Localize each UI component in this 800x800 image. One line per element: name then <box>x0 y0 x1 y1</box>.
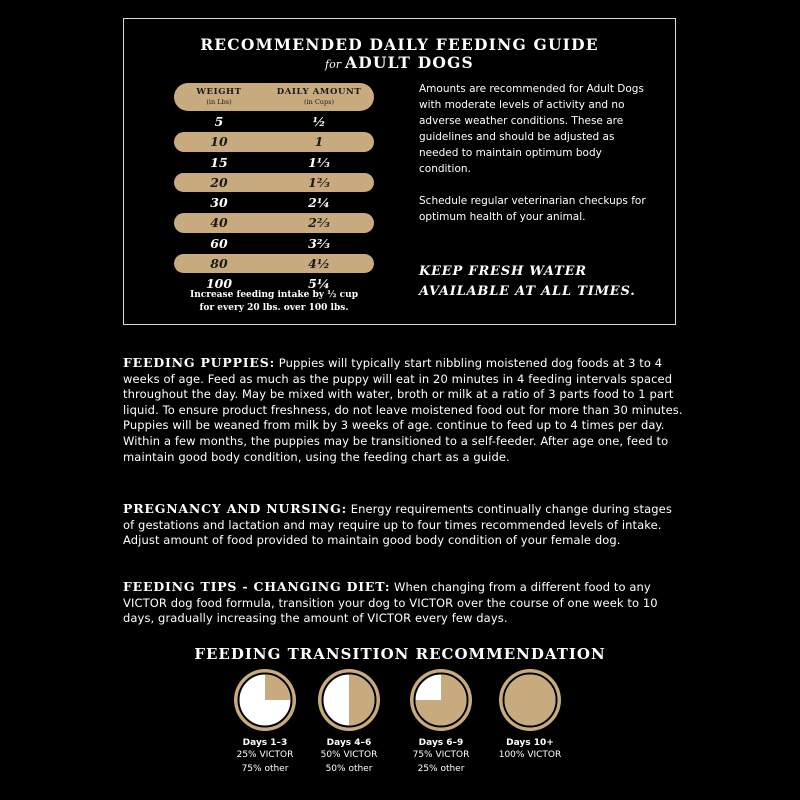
fresh-water-callout <box>419 262 659 302</box>
feeding-puppies-text: Puppies will typically start nibbling moistened dog foods at 3 to 4 weeks of age. Feed as much as the puppy will eat in 20 minutes in 4 feeding intervals spaced throughout the day. May be mixed with water, broth or milk at a ratio of 3 parts food to 1 part liquid. To ensure product freshness, do not leave moistened food out for more than 30 minutes. Puppies will be weaned from milk by 3 weeks of age. continue to feed up to 4 times per day. Within a few months, the puppies may be transitioned to a self-feeder. After age one, feed to maintain good body condition, using the feeding chart as a guide. <box>123 356 683 464</box>
stage-days: Days 10+ <box>506 738 554 748</box>
weight-cell: 40 <box>210 215 228 231</box>
feeding-tips-heading: FEEDING TIPS - CHANGING DIET: <box>123 579 391 594</box>
weight-cell: 5 <box>214 113 224 129</box>
amount-column-header <box>264 87 374 107</box>
stage-days: Days 6–9 <box>418 738 464 748</box>
transition-stage <box>220 667 310 776</box>
table-row <box>174 233 374 253</box>
amount-cell: 1⅔ <box>308 174 330 190</box>
weight-header-label: WEIGHT <box>196 87 242 97</box>
weight-cell: 80 <box>210 255 228 271</box>
transition-stage <box>396 667 486 776</box>
transition-title: FEEDING TRANSITION RECOMMENDATION <box>194 645 606 663</box>
guide-note-conditions: Amounts are recommended for Adult Dogs with moderate levels of activity and no adverse weather conditions. These are guidelines and should be adjusted as needed to maintain optimum body condition. <box>419 83 644 175</box>
table-footnote <box>154 289 394 315</box>
amount-cell: 1⅓ <box>308 154 330 170</box>
table-row <box>174 132 374 152</box>
stage-other-share: 25% other <box>417 764 465 774</box>
amount-cell: 4½ <box>308 255 330 271</box>
weight-cell: 15 <box>210 154 228 170</box>
table-row <box>174 213 374 233</box>
table-row <box>174 112 374 132</box>
weight-cell: 20 <box>210 174 228 190</box>
table-row <box>174 193 374 213</box>
guide-note-vet: Schedule regular veterinarian checkups for optimum health of your animal. <box>419 195 646 223</box>
amount-header-unit: (in Cups) <box>303 98 335 106</box>
guide-side-text <box>419 81 649 241</box>
feeding-tips-text: When changing from a different food to any VICTOR dog food formula, transition your dog to VICTOR over the course of one week to 10 days, gradually increasing the amount of VICTOR every few days. <box>123 580 658 626</box>
amount-cell: 3⅔ <box>308 235 330 251</box>
feeding-puppies-section <box>123 355 683 465</box>
amount-cell: 2¼ <box>308 195 330 211</box>
transition-stage <box>485 667 575 762</box>
stage-victor-share: 100% VICTOR <box>498 750 562 760</box>
table-footnote-line-1: Increase feeding intake by ½ cup <box>189 290 358 300</box>
amount-cell: 2⅔ <box>308 215 330 231</box>
transition-pie-icon <box>408 667 474 733</box>
weight-cell: 60 <box>210 235 228 251</box>
pregnancy-nursing-heading: PREGNANCY AND NURSING: <box>123 501 347 516</box>
amount-cell: 5¼ <box>308 276 330 292</box>
stage-days: Days 4–6 <box>326 738 372 748</box>
feeding-guide-box <box>123 18 676 325</box>
fresh-water-line-2: AVAILABLE AT ALL TIMES. <box>419 284 636 299</box>
pregnancy-nursing-section <box>123 501 683 549</box>
transition-pie-icon <box>497 667 563 733</box>
stage-victor-share: 75% VICTOR <box>412 750 470 760</box>
stage-other-share: 75% other <box>241 764 289 774</box>
weight-cell: 10 <box>210 134 228 150</box>
amount-header-label: DAILY AMOUNT <box>276 87 362 97</box>
transition-pie-icon <box>316 667 382 733</box>
stage-other-share: 50% other <box>325 764 373 774</box>
pregnancy-nursing-text: Energy requirements continually change during stages of gestations and lactation and may require up to four times recommended levels of intake. Adjust amount of food provided to maintain good body condition of your female dog. <box>123 502 672 548</box>
guide-subtitle <box>124 53 675 72</box>
fresh-water-line-1: KEEP FRESH WATER <box>419 264 587 279</box>
transition-pie-icon <box>232 667 298 733</box>
weight-column-header <box>174 87 264 107</box>
transition-stage <box>304 667 394 776</box>
guide-title: RECOMMENDED DAILY FEEDING GUIDE <box>200 35 599 54</box>
table-row <box>174 254 374 274</box>
table-row <box>174 173 374 193</box>
feeding-table <box>174 83 374 294</box>
stage-victor-share: 50% VICTOR <box>320 750 378 760</box>
feeding-puppies-heading: FEEDING PUPPIES: <box>123 355 275 370</box>
table-footnote-line-2: for every 20 lbs. over 100 lbs. <box>199 303 349 313</box>
guide-subtitle-for: for <box>325 58 341 71</box>
stage-days: Days 1–3 <box>242 738 288 748</box>
weight-cell: 30 <box>210 195 228 211</box>
feeding-table-header <box>174 83 374 111</box>
table-row <box>174 152 374 172</box>
feeding-tips-section <box>123 579 683 627</box>
amount-cell: 1 <box>314 134 324 150</box>
guide-subtitle-text: ADULT DOGS <box>345 53 474 72</box>
weight-cell: 100 <box>205 276 233 292</box>
amount-cell: ½ <box>312 113 326 129</box>
stage-victor-share: 25% VICTOR <box>236 750 294 760</box>
weight-header-unit: (in Lbs) <box>206 98 232 106</box>
pie-victor-share <box>505 675 556 726</box>
